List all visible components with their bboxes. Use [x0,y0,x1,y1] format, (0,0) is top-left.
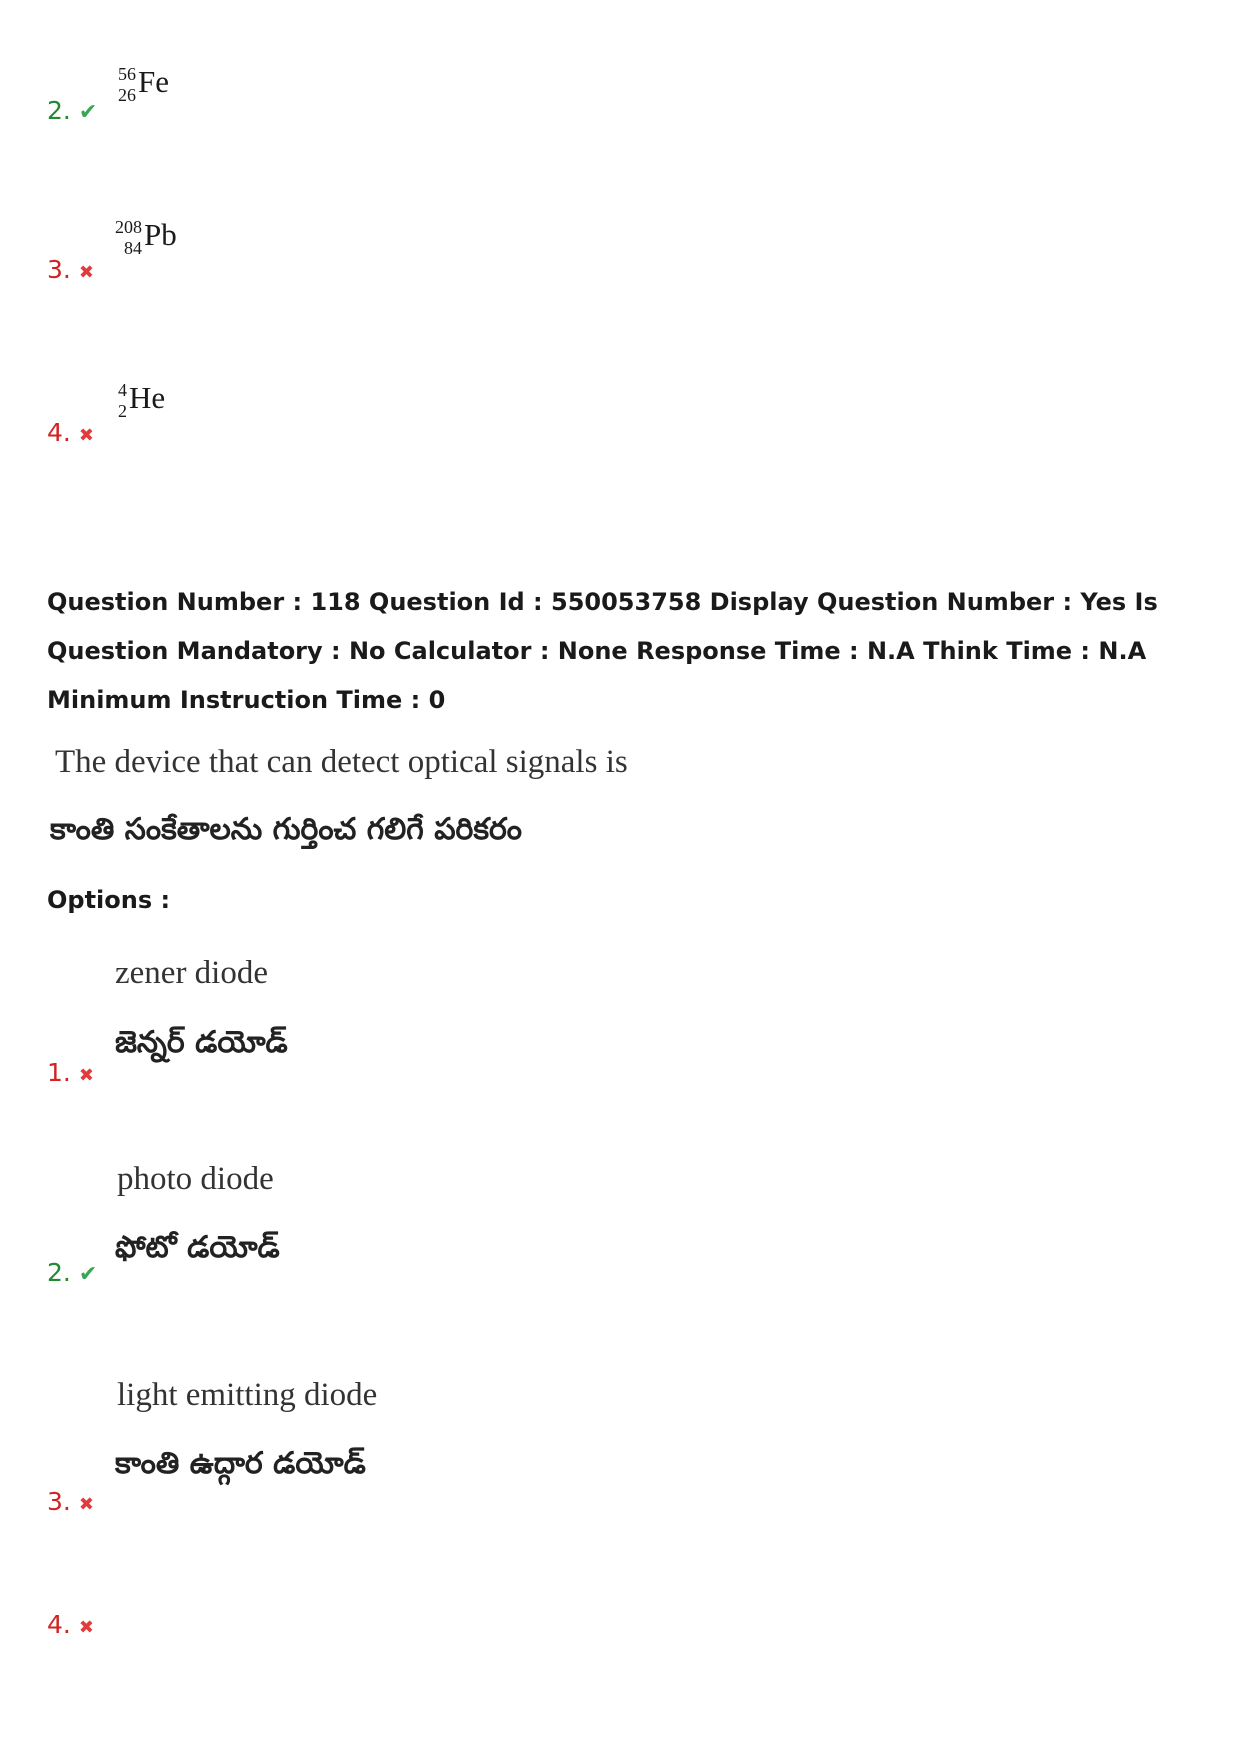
option-number: 3. ✖ [47,255,94,284]
wrong-cross-icon: ✖ [78,1065,94,1086]
options-label: Options : [47,886,171,914]
atomic-number: 26 [118,85,136,105]
element-symbol: He [129,380,166,415]
mass-number: 4 [118,380,127,400]
option-number: 3. ✖ [47,1487,94,1516]
option-number: 1. ✖ [47,1058,94,1087]
element-symbol: Fe [138,64,169,99]
isotope-pb [115,215,177,259]
option-number: 4. ✖ [47,418,94,447]
option-number: 2. ✔ [47,1258,98,1287]
option-number: 4. ✖ [47,1610,94,1639]
question-text-english: The device that can detect optical signals is [55,744,628,780]
wrong-cross-icon: ✖ [78,1494,94,1515]
element-symbol: Pb [144,217,177,252]
option-text-telugu: ఫోటో డయోడ్ [115,1230,280,1265]
mass-number: 208 [115,217,142,237]
isotope-fe [118,62,169,106]
option-number: 2. ✔ [47,96,98,125]
wrong-cross-icon: ✖ [78,262,94,283]
atomic-number: 84 [124,238,142,258]
option-text-telugu: జెన్నర్ డయోడ్ [115,1025,288,1060]
option-text-english: zener diode [115,955,268,991]
option-text-telugu: కాంతి ఉద్గార డయోడ్ [115,1446,366,1481]
option-text-english: light emitting diode [117,1377,378,1413]
question-text-telugu: కాంతి సంకేతాలను గుర్తించ గలిగే పరికరం [50,812,522,847]
correct-check-icon: ✔ [78,100,98,125]
question-meta: Question Number : 118 Question Id : 550053758 Display Question Number : Yes Is Question Mandatory : No Calculator : None Response Time : N.A Think Time : N.A Minimum Instruction Time : 0 [47,588,1158,714]
wrong-cross-icon: ✖ [78,425,94,446]
wrong-cross-icon: ✖ [78,1617,94,1638]
correct-check-icon: ✔ [78,1262,98,1287]
atomic-number: 2 [118,401,127,421]
option-text-english: photo diode [117,1161,274,1197]
isotope-he [118,378,165,422]
mass-number: 56 [118,64,136,84]
